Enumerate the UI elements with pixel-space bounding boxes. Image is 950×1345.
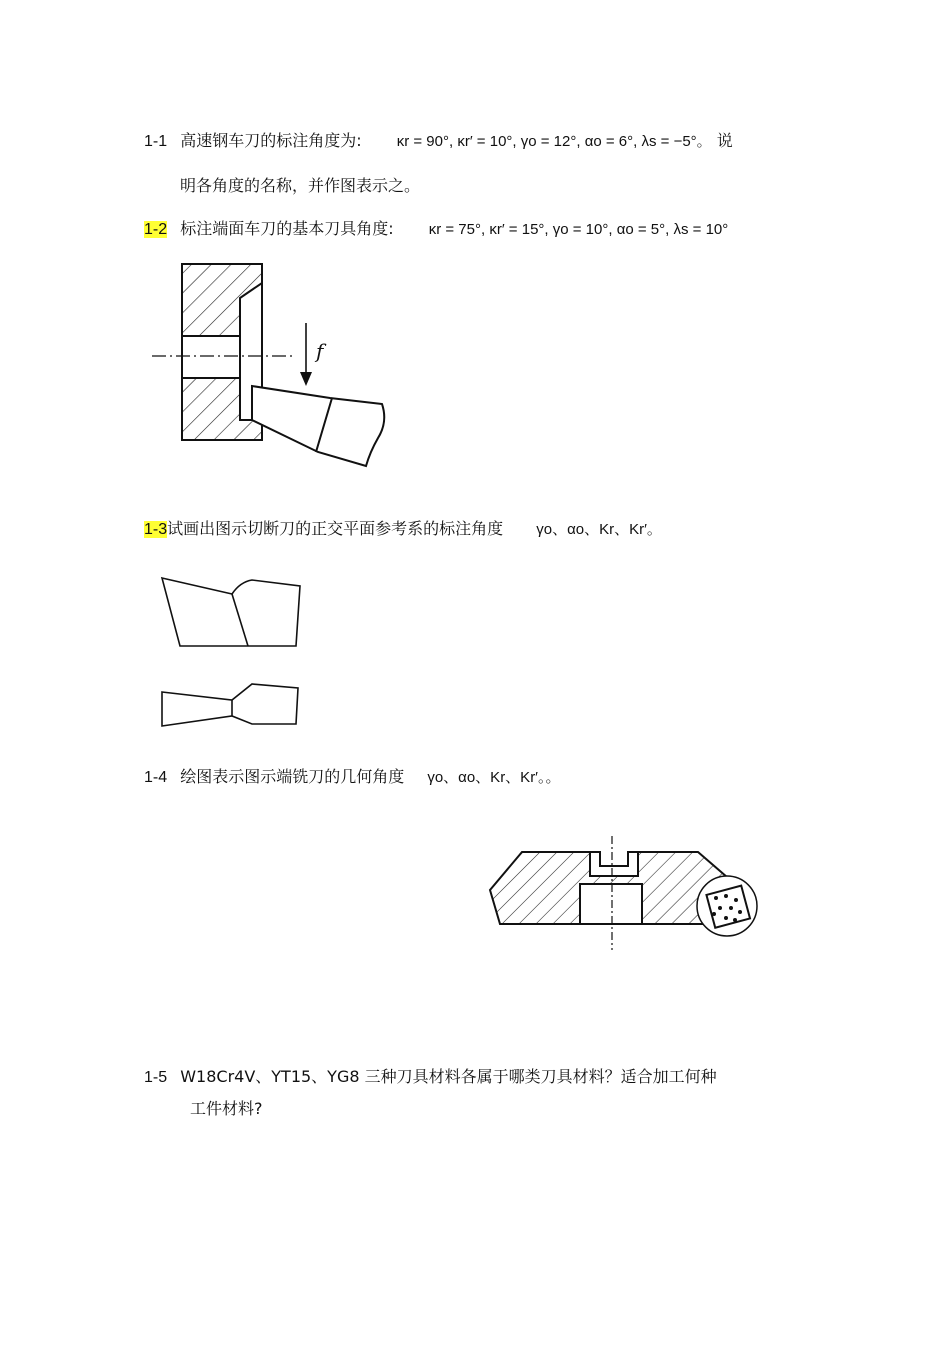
problem-formula: κr = 90°, κr′ = 10°, γo = 12°, αo = 6°, λs = −5°。 [396,133,712,150]
problem-1-5-continued: 工件材料? [190,1099,263,1118]
problem-formula: γo、αo、Kr、Kr′。 [536,521,662,538]
feed-label: f [316,339,324,363]
problem-number: 1-2 [144,221,168,238]
problem-number: 1-5 [144,1069,168,1086]
problem-formula: κr = 75°, κr′ = 15°, γo = 10°, αo = 5°, λs = 10° [428,221,729,238]
problem-number: 1-3 [144,521,168,538]
problem-1-1-continued: 明各角度的名称，并作图表示之。 [180,176,421,195]
problem-text: 绘图表示图示端铣刀的几何角度 [180,767,405,786]
problem-text: 标注端面车刀的基本刀具角度: [180,219,394,238]
problem-number: 1-4 [144,769,168,786]
problem-1-5 [144,1066,717,1089]
problem-formula: γo、αo、Kr、Kr′。。 [427,769,561,786]
problem-text: 试画出图示切断刀的正交平面参考系的标注角度 [167,519,504,538]
problem-text-tail: 说 [716,131,733,150]
problem-number: 1-1 [144,133,168,150]
problem-text: W18Cr4V、YT15、YG8 三种刀具材料各属于哪类刀具材料？适合加工何种 [180,1067,717,1086]
problem-text: 高速钢车刀的标注角度为: [180,131,362,150]
